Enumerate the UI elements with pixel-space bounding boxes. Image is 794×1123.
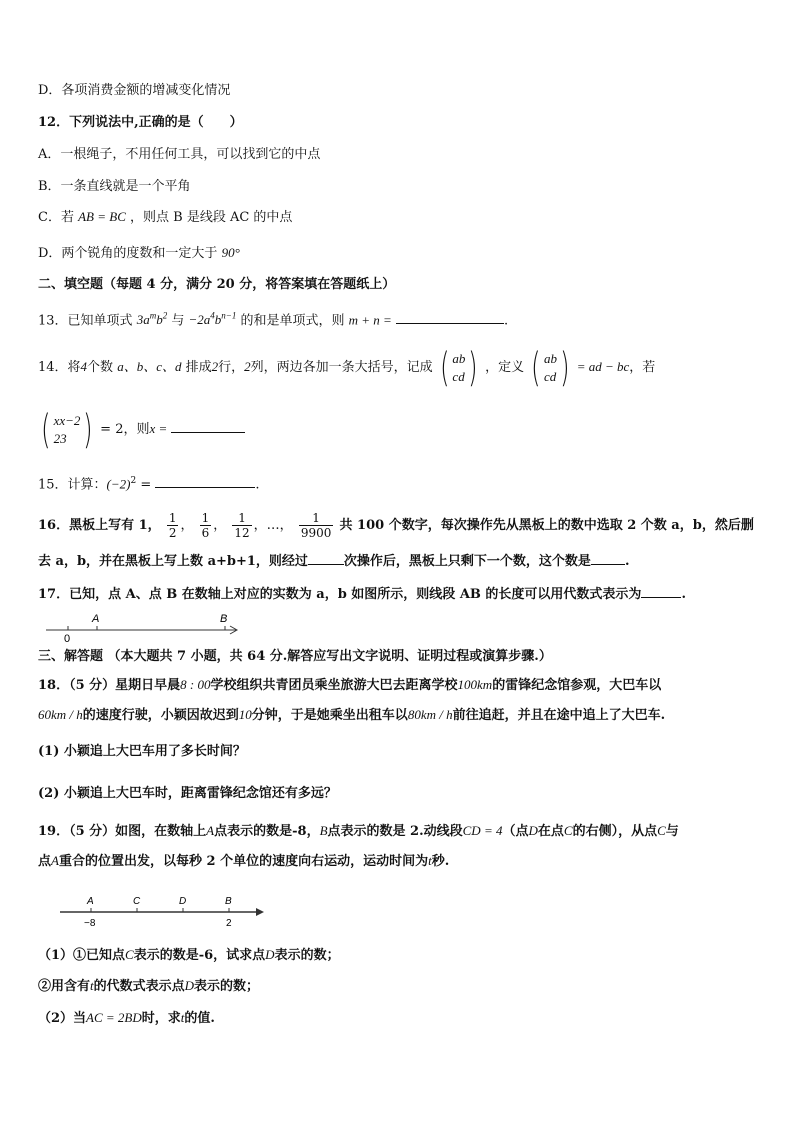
q13-mono2: $-2a^4b^{n-1}$ bbox=[188, 311, 237, 328]
q16-blank-ops[interactable] bbox=[308, 550, 344, 565]
q19-number-line bbox=[56, 892, 270, 932]
q12-d-math: 90° bbox=[221, 245, 240, 260]
q17: 17．已知，点 A、点 B 在数轴上对应的实数为 a，b 如图所示，则线段 AB 的长度可以用代数式表示为 . bbox=[38, 583, 686, 604]
q19-label-minus8: −8 bbox=[84, 918, 96, 929]
q19-part2: （2）当AC = 2BD时，求t的值. bbox=[38, 1010, 215, 1026]
q16-line1: 16．黑板上写有 1， $\frac{1}{2}$ ， $\frac{1}{6}$ ， $\frac{1}{12}$ ，…， $\frac{1}{9900}$ 共 100 个数字，每次操作先从黑板上的数中选取 2 个数 a，b，然后删 bbox=[38, 511, 754, 540]
section3-heading: 三、解答题 （本大题共 7 小题，共 64 分.解答应写出文字说明、证明过程或演算步骤.） bbox=[38, 649, 552, 664]
q18-line1: 18．（5 分）星期日早晨8 : 00学校组织共青团员乘坐旅游大巴去距离学校100km的雷锋纪念馆参观，大巴车以 bbox=[38, 677, 662, 693]
q13-post: 的和是单项式，则 bbox=[240, 313, 345, 329]
q17-number-line bbox=[40, 608, 250, 644]
q14-matrix-definition: ( ab cd ) bbox=[531, 344, 570, 391]
q15-answer-blank[interactable] bbox=[155, 473, 255, 488]
q14-matrix-notation: ( ab cd ) bbox=[439, 344, 478, 391]
q12-c-math: AB = BC bbox=[78, 209, 126, 224]
q11-option-d: D．各项消费金额的增减变化情况 bbox=[38, 83, 231, 98]
q17-answer-blank[interactable] bbox=[641, 583, 681, 598]
q16-frac-last: $\frac{1}{9900}$ bbox=[300, 511, 332, 540]
q12-c-post: ，则点 B 是线段 AC 的中点 bbox=[130, 210, 293, 225]
q19-label-c: C bbox=[133, 896, 141, 907]
q13-pre: 13．已知单项式 bbox=[38, 313, 133, 329]
q19-line2: 点A重合的位置出发，以每秒 2 个单位的速度向右运动，运动时间为t秒. bbox=[38, 853, 450, 869]
q12-stem: 12．下列说法中,正确的是（ ） bbox=[38, 115, 243, 130]
q19-label-d: D bbox=[179, 896, 187, 907]
q12-d-pre: D．两个锐角的度数和一定大于 bbox=[38, 246, 218, 261]
q13-answer-blank[interactable] bbox=[396, 309, 504, 324]
q13-expr: m + n = bbox=[348, 312, 392, 328]
q14-line1: 14．将4个数 a、b、c、d 排成2行，2列，两边各加一条大括号，记成 ( ab cd ) ，定义 ( ab cd ) = ad − bc，若 bbox=[38, 344, 656, 391]
q13 bbox=[38, 307, 508, 330]
q14-line2: ( xx−2 23 ) = 2，则x = bbox=[38, 406, 245, 453]
q18-sub1: (1) 小颖追上大巴车用了多长时间？ bbox=[38, 744, 246, 759]
q12-option-a: A．一根绳子，不用任何工具，可以找到它的中点 bbox=[38, 147, 321, 162]
q12-option-d bbox=[38, 244, 240, 263]
q19-axis-arrow bbox=[256, 908, 264, 916]
q12-option-c bbox=[38, 208, 292, 227]
q16-blank-number[interactable] bbox=[591, 550, 625, 565]
q19-part1-2: ②用含有t的代数式表示点D表示的数； bbox=[38, 978, 260, 994]
q13-mono1: $3a^mb^2$ bbox=[136, 311, 168, 328]
q19-line1: 19．（5 分）如图，在数轴上A点表示的数是-8，B点表示的数是 2.动线段CD = 4（点D在点C的右侧），从点C与 bbox=[38, 823, 679, 839]
q16-frac-1: $\frac{1}{2}$ bbox=[168, 511, 177, 540]
q19-label-b: B bbox=[225, 896, 232, 907]
q16-frac-3: $\frac{1}{12}$ bbox=[234, 511, 250, 540]
q17-label-a: A bbox=[92, 613, 100, 625]
q18-sub2: (2) 小颖追上大巴车时，距离雷锋纪念馆还有多远？ bbox=[38, 786, 337, 801]
q12-c-pre: C．若 bbox=[38, 210, 74, 225]
q14-matrix-given: ( xx−2 23 ) bbox=[41, 406, 93, 453]
q16-line2: 去 a，b，并在黑板上写上数 a+b+1，则经过 次操作后，黑板上只剩下一个数，这个数是 . bbox=[38, 550, 629, 571]
q19-part1-1: （1）①已知点C表示的数是-6，试求点D表示的数； bbox=[38, 947, 340, 963]
section2-heading: 二、填空题（每题 4 分，满分 20 分，将答案填在答题纸上） bbox=[38, 277, 396, 292]
q19-label-2: 2 bbox=[226, 918, 232, 929]
q12-option-b: B．一条直线就是一个平角 bbox=[38, 179, 191, 194]
q18-line2: 60km / h的速度行驶，小颖因故迟到10分钟，于是她乘坐出租车以80km / h前往追赶，并且在途中追上了大巴车. bbox=[38, 707, 666, 723]
q19-label-a: A bbox=[87, 896, 94, 907]
q17-label-b: B bbox=[220, 613, 228, 625]
q17-label-zero: 0 bbox=[64, 633, 71, 644]
q13-mid: 与 bbox=[171, 313, 185, 329]
q14-def: = ad − bc bbox=[576, 359, 630, 374]
q15: 15．计算：$(-2)^2$ = . bbox=[38, 472, 260, 494]
q13-end: . bbox=[503, 313, 509, 329]
q14-answer-blank[interactable] bbox=[171, 418, 245, 433]
q14-vars: a、b、c、d bbox=[117, 359, 182, 374]
q16-frac-2: $\frac{1}{6}$ bbox=[201, 511, 210, 540]
